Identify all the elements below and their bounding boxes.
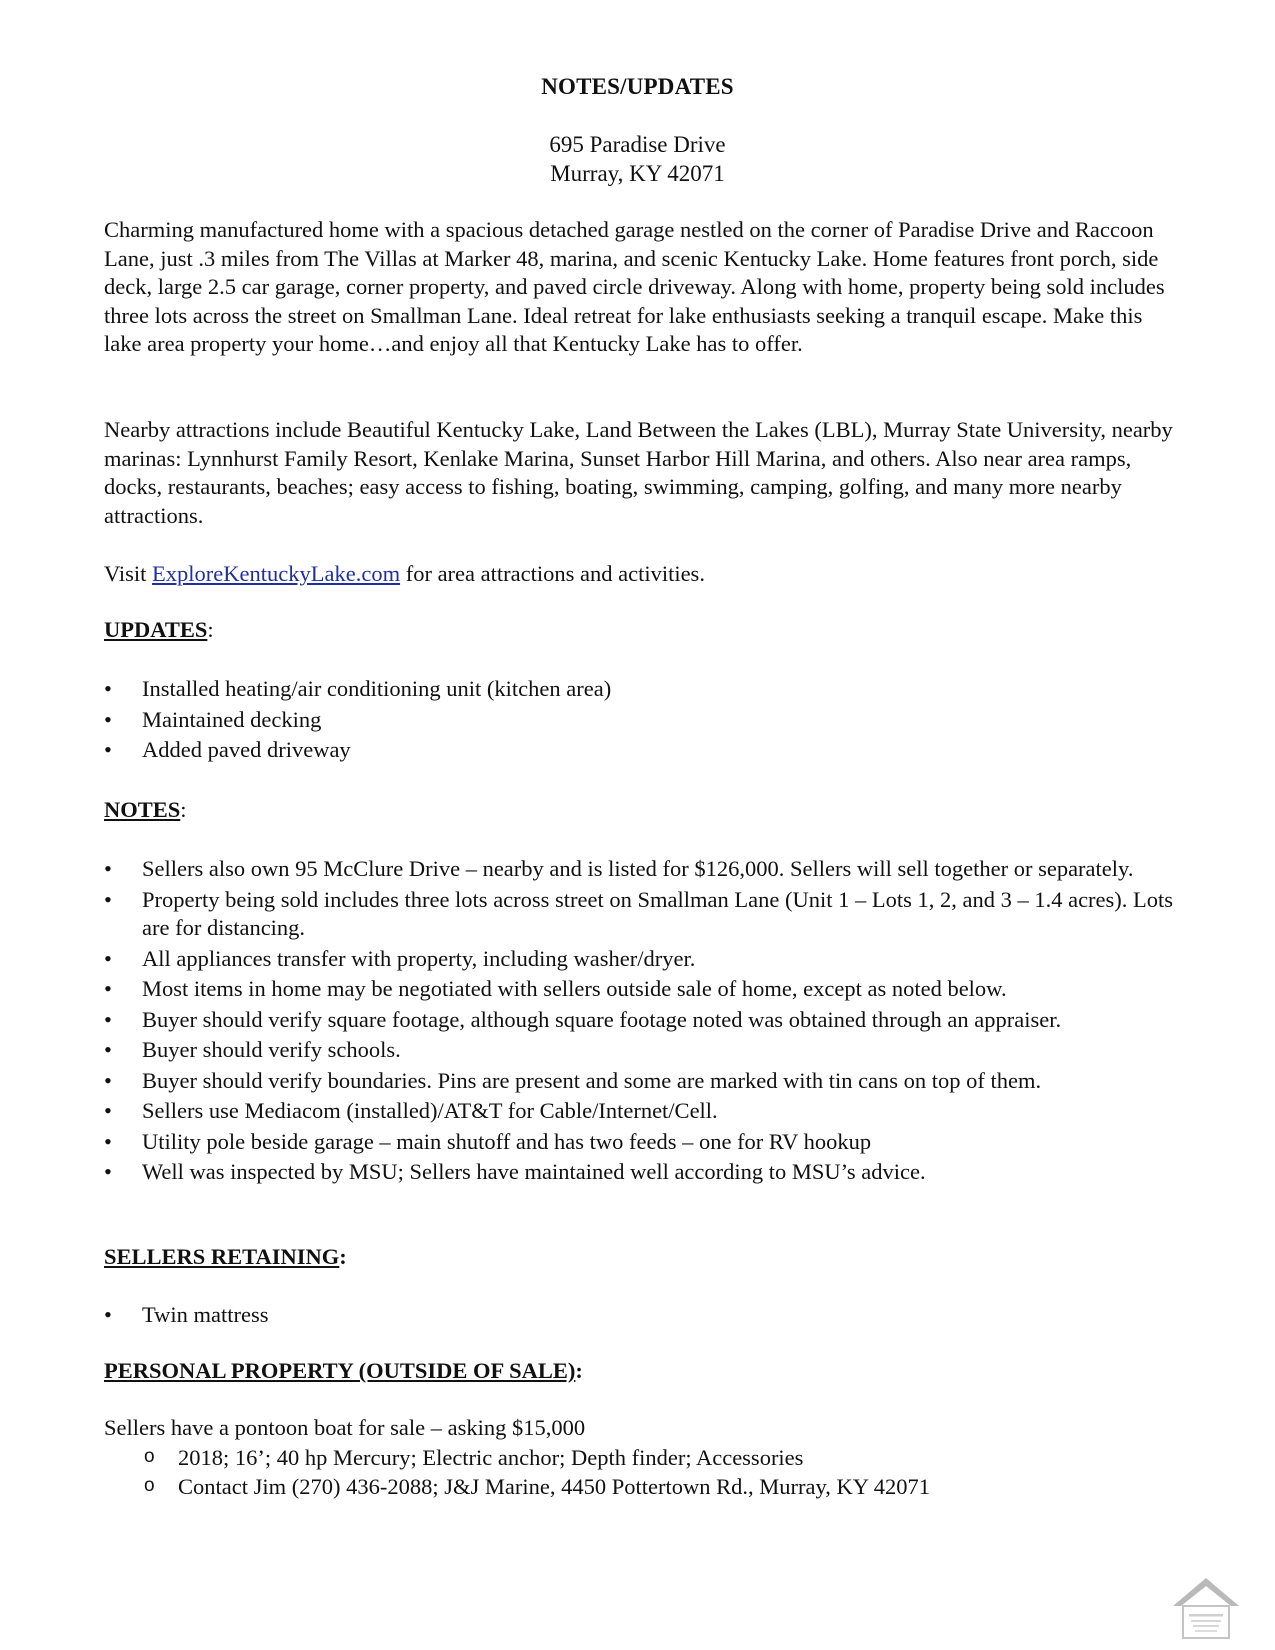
visit-prefix: Visit xyxy=(104,561,153,586)
list-item: • Utility pole beside garage – main shutoff and has two feeds – one for RV hookup xyxy=(104,1128,1179,1157)
visit-suffix: for area attractions and activities. xyxy=(400,561,705,586)
pontoon-boat-intro: Sellers have a pontoon boat for sale – asking $15,000 xyxy=(104,1415,586,1440)
list-item: • Sellers also own 95 McClure Drive – nearby and is listed for $126,000. Sellers will sell together or separately. xyxy=(104,855,1179,884)
explore-kentucky-lake-link[interactable]: ExploreKentuckyLake.com xyxy=(152,561,401,586)
address-city: Murray, KY 42071 xyxy=(550,161,725,186)
page-title: NOTES/UPDATES xyxy=(541,74,734,99)
list-item: o Contact Jim (270) 436-2088; J&J Marine, 4450 Pottertown Rd., Murray, KY 42071 xyxy=(142,1472,930,1501)
list-item: • Buyer should verify square footage, although square footage noted was obtained through an appraiser. xyxy=(104,1006,1179,1035)
list-item: • Added paved driveway xyxy=(104,736,1179,765)
address-street: 695 Paradise Drive xyxy=(549,132,726,157)
list-item: • Property being sold includes three lots across street on Smallman Lane (Unit 1 – Lots 1, 2, and 3 – 1.4 acres). Lots are for distancing. xyxy=(104,886,1179,943)
personal-property-heading: PERSONAL PROPERTY (OUTSIDE OF SALE): xyxy=(104,1358,583,1383)
visit-paragraph xyxy=(104,560,1174,589)
list-item: • Well was inspected by MSU; Sellers have maintained well according to MSU’s advice. xyxy=(104,1158,1179,1187)
list-item: • Installed heating/air conditioning unit (kitchen area) xyxy=(104,675,1179,704)
property-address xyxy=(0,130,1275,188)
list-item: o 2018; 16’; 40 hp Mercury; Electric anchor; Depth finder; Accessories xyxy=(142,1443,930,1472)
pontoon-boat-details xyxy=(142,1443,930,1501)
notes-list xyxy=(104,855,1179,1189)
list-item: • Sellers use Mediacom (installed)/AT&T for Cable/Internet/Cell. xyxy=(104,1097,1179,1126)
notes-heading-text: NOTES xyxy=(104,797,181,822)
description-paragraph: Charming manufactured home with a spacious detached garage nestled on the corner of Paradise Drive and Raccoon Lane, just .3 miles from The Villas at Marker 48, marina, and scenic Kentucky Lake. Home features front porch, side deck, large 2.5 car garage, corner property, and paved circle driveway. Along with home, property being sold includes three lots across the street on Smallman Lane. Ideal retreat for lake enthusiasts seeking a tranquil escape. Make this lake area property your home…and enjoy all that Kentucky Lake has to offer. xyxy=(104,217,1165,356)
personal-property-heading-text: PERSONAL PROPERTY (OUTSIDE OF SALE) xyxy=(104,1358,576,1383)
notes-heading: NOTES: xyxy=(104,797,187,822)
updates-heading: UPDATES: xyxy=(104,617,214,642)
attractions-paragraph: Nearby attractions include Beautiful Kentucky Lake, Land Between the Lakes (LBL), Murray State University, nearby marinas: Lynnhurst Family Resort, Kenlake Marina, Sunset Harbor Hill Marina, and others. Also near area ramps, docks, restaurants, beaches; easy access to fishing, boating, swimming, camping, golfing, and many more nearby attractions. xyxy=(104,417,1173,528)
house-logo-icon xyxy=(1169,1574,1243,1642)
sellers-retaining-heading-text: SELLERS RETAINING xyxy=(104,1244,340,1269)
list-item: • Maintained decking xyxy=(104,706,1179,735)
updates-heading-text: UPDATES xyxy=(104,617,208,642)
sellers-retaining-list xyxy=(104,1301,1179,1332)
list-item: • Buyer should verify boundaries. Pins are present and some are marked with tin cans on top of them. xyxy=(104,1067,1179,1096)
list-item: • All appliances transfer with property, including washer/dryer. xyxy=(104,945,1179,974)
list-item: • Twin mattress xyxy=(104,1301,1179,1330)
list-item: • Buyer should verify schools. xyxy=(104,1036,1179,1065)
list-item: • Most items in home may be negotiated with sellers outside sale of home, except as noted below. xyxy=(104,975,1179,1004)
sellers-retaining-heading: SELLERS RETAINING: xyxy=(104,1244,347,1269)
updates-list xyxy=(104,675,1179,767)
